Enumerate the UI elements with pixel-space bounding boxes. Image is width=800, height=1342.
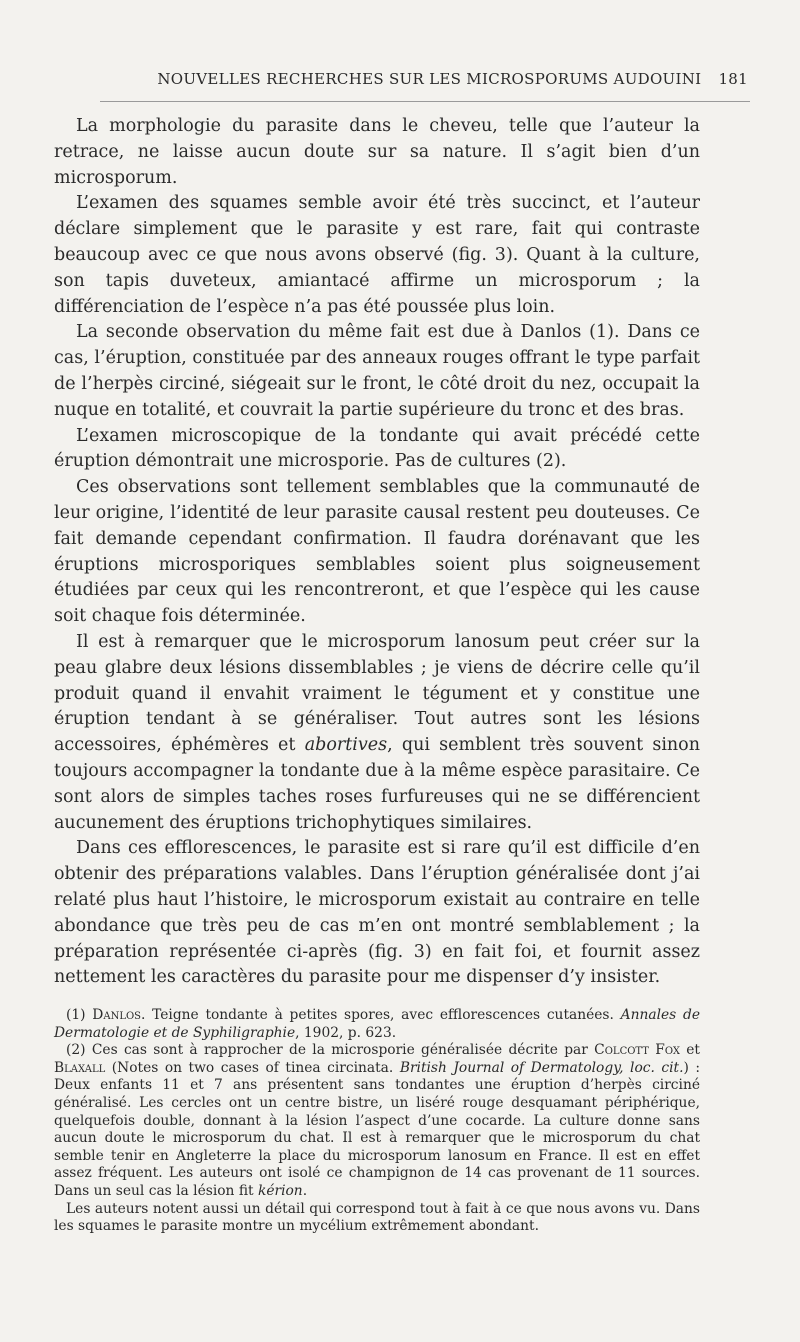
running-head bbox=[108, 70, 748, 88]
footnote-text: ) : Deux enfants 11 et 7 ans présentent sans tondantes une éruption d’herpès circiné généralisé. Les cercles ont un centre bistre, un liséré rouge desquamant périphérique, quelquefois double, donnant à la lésion l’aspect d’une cocarde. La culture donne sans aucun doute le microsporum du chat. Il est à remarquer que le microsporum du chat semble tenir en Angleterre la place du microsporum lanosum en France. Il est en effet assez fréquent. Les auteurs ont isolé ce champignon de 14 cas provenant de 11 sources. Dans un seul cas la lésion fit bbox=[54, 1059, 700, 1199]
italic-word: abortives bbox=[304, 735, 388, 756]
paragraph: L’examen microscopique de la tondante qui avait précédé cette éruption démontrait une microsporie. Pas de cultures (2). bbox=[54, 425, 700, 472]
footnote-1 bbox=[54, 1007, 700, 1042]
footnote-journal: Annales de Dermatologie et de Syphiligraphie bbox=[54, 1007, 700, 1041]
paragraph-text: , qui semblent très souvent sinon toujours accompagner la tondante due à la même espèce parasitaire. Ce sont alors de simples taches roses furfureuses qui ne se différencient aucunement des éruptions trichophytiques similaires. bbox=[54, 735, 700, 833]
footnote-text: et bbox=[679, 1042, 700, 1059]
footnote-author: Blaxall bbox=[54, 1059, 106, 1076]
footnote-text: , 1902, p. 623. bbox=[295, 1024, 397, 1041]
paragraph-text: Il est à remarquer que le microsporum lanosum peut créer sur la peau glabre deux lésions dissemblables ; je viens de décrire celle qu’il produit quand il envahit vraiment le tégument et y constitue une éruption tendant à se généraliser. Tout autres sont les lésions accessoires, éphémères et bbox=[54, 631, 700, 756]
running-title: NOUVELLES RECHERCHES SUR LES MICROSPORUMS AUDOUINI bbox=[157, 70, 702, 88]
paragraph: La seconde observation du même fait est due à Danlos (1). Dans ce cas, l’éruption, constituée par des anneaux rouges offrant le type parfait de l’herpès circiné, siégeait sur le front, le côté droit du nez, occupait la nuque en totalité, et couvrait la partie supérieure du tronc et des bras. bbox=[54, 322, 700, 420]
paragraph bbox=[54, 630, 700, 836]
footnote-mark: (1) bbox=[66, 1007, 86, 1023]
footnote-text: Ces cas sont à rapprocher de la microsporie généralisée décrite par bbox=[85, 1042, 595, 1059]
main-text bbox=[54, 114, 700, 991]
paragraph: L’examen des squames semble avoir été très succinct, et l’auteur déclare simplement que le parasite y est rare, fait qui contraste beaucoup avec ce que nous avons observé (fig. 3). Quant à la culture, son tapis duveteux, amiantacé affirme un microsporum ; la différenciation de l’espèce n’a pas été poussée plus loin. bbox=[54, 193, 700, 317]
footnote-author: Colcott Fox bbox=[594, 1042, 680, 1059]
footnote-author: Danlos. bbox=[92, 1007, 146, 1023]
footnote-text: Teigne tondante à petites spores, avec efflorescences cutanées. bbox=[145, 1007, 621, 1023]
page-number: 181 bbox=[718, 70, 748, 88]
footnote-text: . bbox=[302, 1182, 308, 1199]
footnote-continuation: Les auteurs notent aussi un détail qui correspond tout à fait à ce que nous avons vu. Dans les squames le parasite montre un mycélium extrêmement abondant. bbox=[54, 1200, 700, 1235]
paragraph: La morphologie du parasite dans le cheveu, telle que l’auteur la retrace, ne laisse aucun doute sur sa nature. Il s’agit bien d’un microsporum. bbox=[54, 116, 700, 188]
footnote-2 bbox=[54, 1042, 700, 1200]
italic-word: kérion bbox=[257, 1182, 303, 1199]
footnote-text: (Notes on two cases of tinea circinata. bbox=[105, 1059, 400, 1076]
footnote-journal: British Journal of Dermatology, loc. cit. bbox=[399, 1059, 684, 1076]
footnotes bbox=[54, 1007, 700, 1236]
header-rule bbox=[100, 101, 750, 102]
paragraph: Ces observations sont tellement semblables que la communauté de leur origine, l’identité de leur parasite causal restent peu douteuses. Ce fait demande cependant confirmation. Il faudra dorénavant que les éruptions microsporiques semblables soient plus soigneusement étudiées par ceux qui les rencontreront, et que l’espèce qui les cause soit chaque fois déterminée. bbox=[54, 477, 700, 627]
paragraph: Dans ces efflorescences, le parasite est si rare qu’il est difficile d’en obtenir des préparations valables. Dans l’éruption généralisée dont j’ai relaté plus haut l’histoire, le microsporum existait au contraire en telle abondance que très peu de cas m’en ont montré semblablement ; la préparation représentée ci-après (fig. 3) en fait foi, et fournit assez nettement les caractères du parasite pour me dispenser d’y insister. bbox=[54, 838, 700, 988]
footnote-mark: (2) bbox=[66, 1042, 86, 1059]
